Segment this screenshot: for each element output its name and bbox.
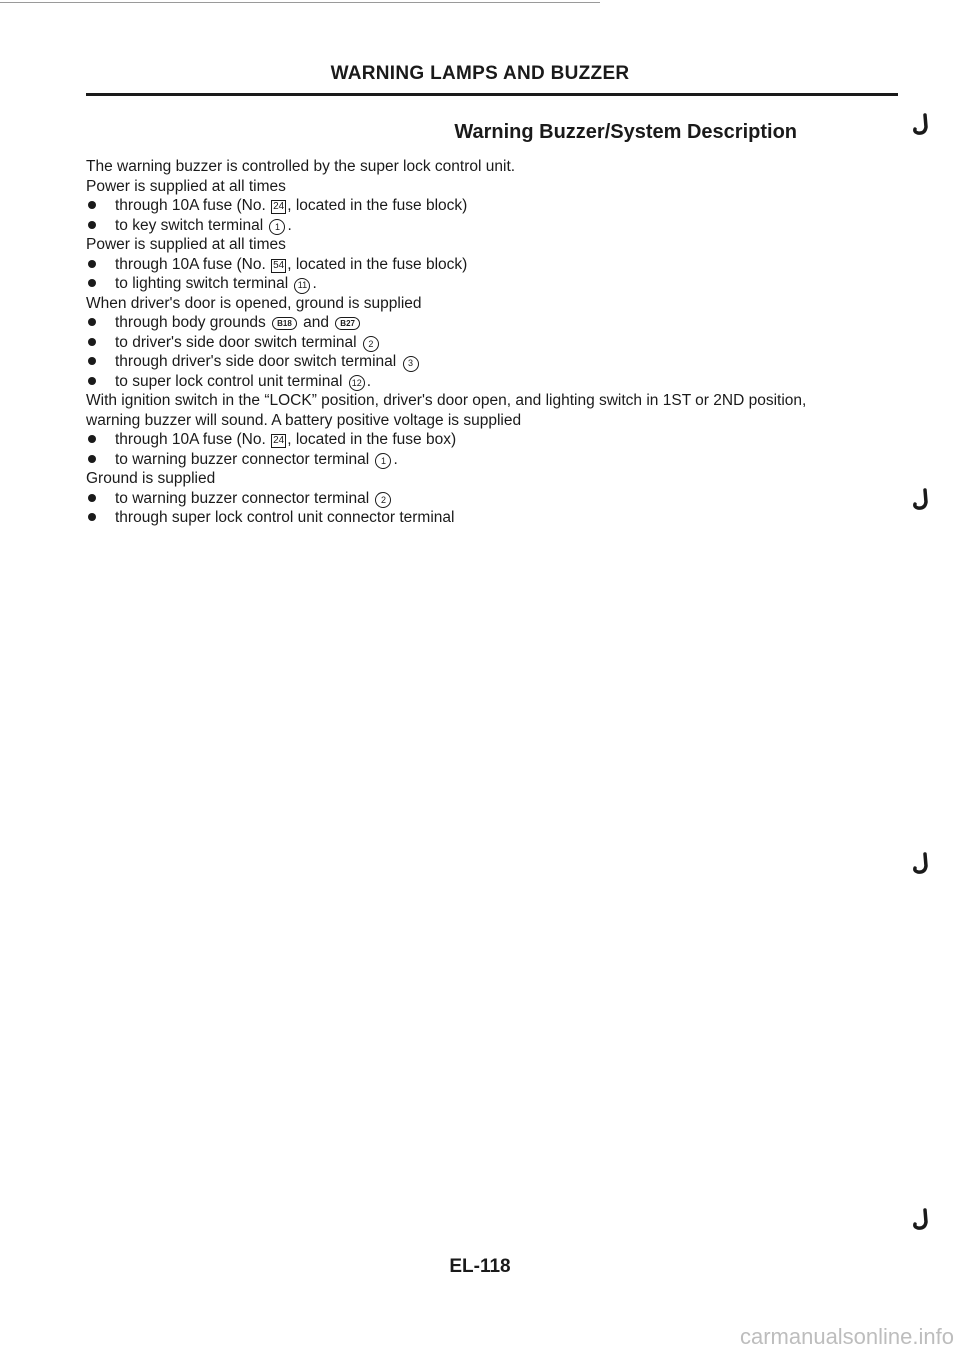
bullet-dot-icon xyxy=(88,260,96,268)
terminal-number-circle: 3 xyxy=(403,356,419,372)
header-rule xyxy=(86,93,898,96)
footer-watermark: carmanualsonline.info xyxy=(739,1324,954,1349)
bullet-item xyxy=(86,508,916,528)
line-text: When driver's door is opened, ground is supplied xyxy=(86,294,422,312)
line-text: through body grounds xyxy=(115,314,271,331)
line-text: , located in the fuse block) xyxy=(287,255,468,273)
paragraph-line xyxy=(86,235,916,255)
paragraph-line xyxy=(86,411,916,431)
line-text: The warning buzzer is controlled by the super lock control unit. xyxy=(86,158,516,175)
line-text: through 10A fuse (No. xyxy=(115,255,271,273)
page-header: WARNING LAMPS AND BUZZER xyxy=(330,63,630,84)
terminal-number-circle: 1 xyxy=(269,219,285,235)
page-number: EL-118 xyxy=(449,1256,511,1277)
terminal-number-circle: 12 xyxy=(349,375,365,391)
bullet-dot-icon xyxy=(88,513,96,521)
line-text: warning buzzer will sound. A battery positive voltage is supplied xyxy=(86,411,522,429)
line-text: With ignition switch in the “LOCK” position, driver's door open, and lighting switch in 1ST or 2ND position, xyxy=(86,392,807,409)
bullet-dot-icon xyxy=(88,357,96,365)
bullet-item xyxy=(86,450,916,470)
line-text: to lighting switch terminal xyxy=(115,275,293,292)
top-scan-rule xyxy=(0,2,600,3)
section-title: Warning Buzzer/System Description xyxy=(454,121,797,143)
paragraph-line xyxy=(86,391,916,411)
fuse-number-box: 24 xyxy=(273,435,285,446)
paragraph-line xyxy=(86,177,916,197)
bullet-dot-icon xyxy=(88,494,96,502)
ground-connector-symbol: B27 xyxy=(335,317,360,330)
paragraph-line xyxy=(86,157,916,177)
binder-hook-mark xyxy=(909,488,933,512)
bullet-item xyxy=(86,430,916,450)
line-text: to warning buzzer connector terminal xyxy=(115,489,374,507)
binder-hook-mark xyxy=(909,1208,933,1232)
line-text: , located in the fuse box) xyxy=(287,431,457,448)
terminal-number-circle: 2 xyxy=(363,336,379,352)
ground-connector-symbol: B18 xyxy=(272,317,297,330)
bullet-item xyxy=(86,489,916,509)
line-text: Power is supplied at all times xyxy=(86,236,286,253)
bullet-dot-icon xyxy=(88,435,96,443)
line-text: through driver's side door switch terminal xyxy=(115,353,401,370)
description-body xyxy=(86,157,916,528)
bullet-dot-icon xyxy=(88,279,96,287)
terminal-number-circle: 2 xyxy=(375,492,391,508)
bullet-item xyxy=(86,274,916,294)
line-text: . xyxy=(393,450,398,468)
paragraph-line xyxy=(86,294,916,314)
line-text: through super lock control unit connector terminal xyxy=(115,509,455,526)
bullet-item xyxy=(86,313,916,333)
bullet-item xyxy=(86,352,916,372)
binder-hook-mark xyxy=(909,113,933,137)
line-text: Ground is supplied xyxy=(86,470,216,487)
line-text: to driver's side door switch terminal xyxy=(115,333,361,351)
line-text: through 10A fuse (No. xyxy=(115,197,271,214)
terminal-number-circle: 11 xyxy=(294,278,310,294)
line-text: to warning buzzer connector terminal xyxy=(115,450,374,468)
line-text: to super lock control unit terminal xyxy=(115,372,347,390)
line-text: and xyxy=(298,314,334,331)
paragraph-line xyxy=(86,469,916,489)
line-text: . xyxy=(366,372,372,390)
fuse-number-box: 54 xyxy=(273,259,285,271)
fuse-number-box: 24 xyxy=(273,201,285,212)
line-text: . xyxy=(312,275,317,292)
binder-hook-mark xyxy=(909,852,933,876)
bullet-item xyxy=(86,372,916,392)
terminal-number-circle: 1 xyxy=(375,453,391,469)
line-text: to key switch terminal xyxy=(115,216,268,234)
bullet-dot-icon xyxy=(88,338,96,346)
bullet-item xyxy=(86,333,916,353)
bullet-dot-icon xyxy=(88,318,96,326)
bullet-item xyxy=(86,196,916,216)
bullet-dot-icon xyxy=(88,221,96,229)
line-text: through 10A fuse (No. xyxy=(115,431,271,448)
bullet-item xyxy=(86,255,916,275)
bullet-dot-icon xyxy=(88,201,96,209)
line-text: , located in the fuse block) xyxy=(287,197,468,214)
line-text: . xyxy=(287,216,292,234)
bullet-dot-icon xyxy=(88,455,96,463)
line-text: Power is supplied at all times xyxy=(86,177,286,195)
bullet-dot-icon xyxy=(88,377,96,385)
bullet-item xyxy=(86,216,916,236)
